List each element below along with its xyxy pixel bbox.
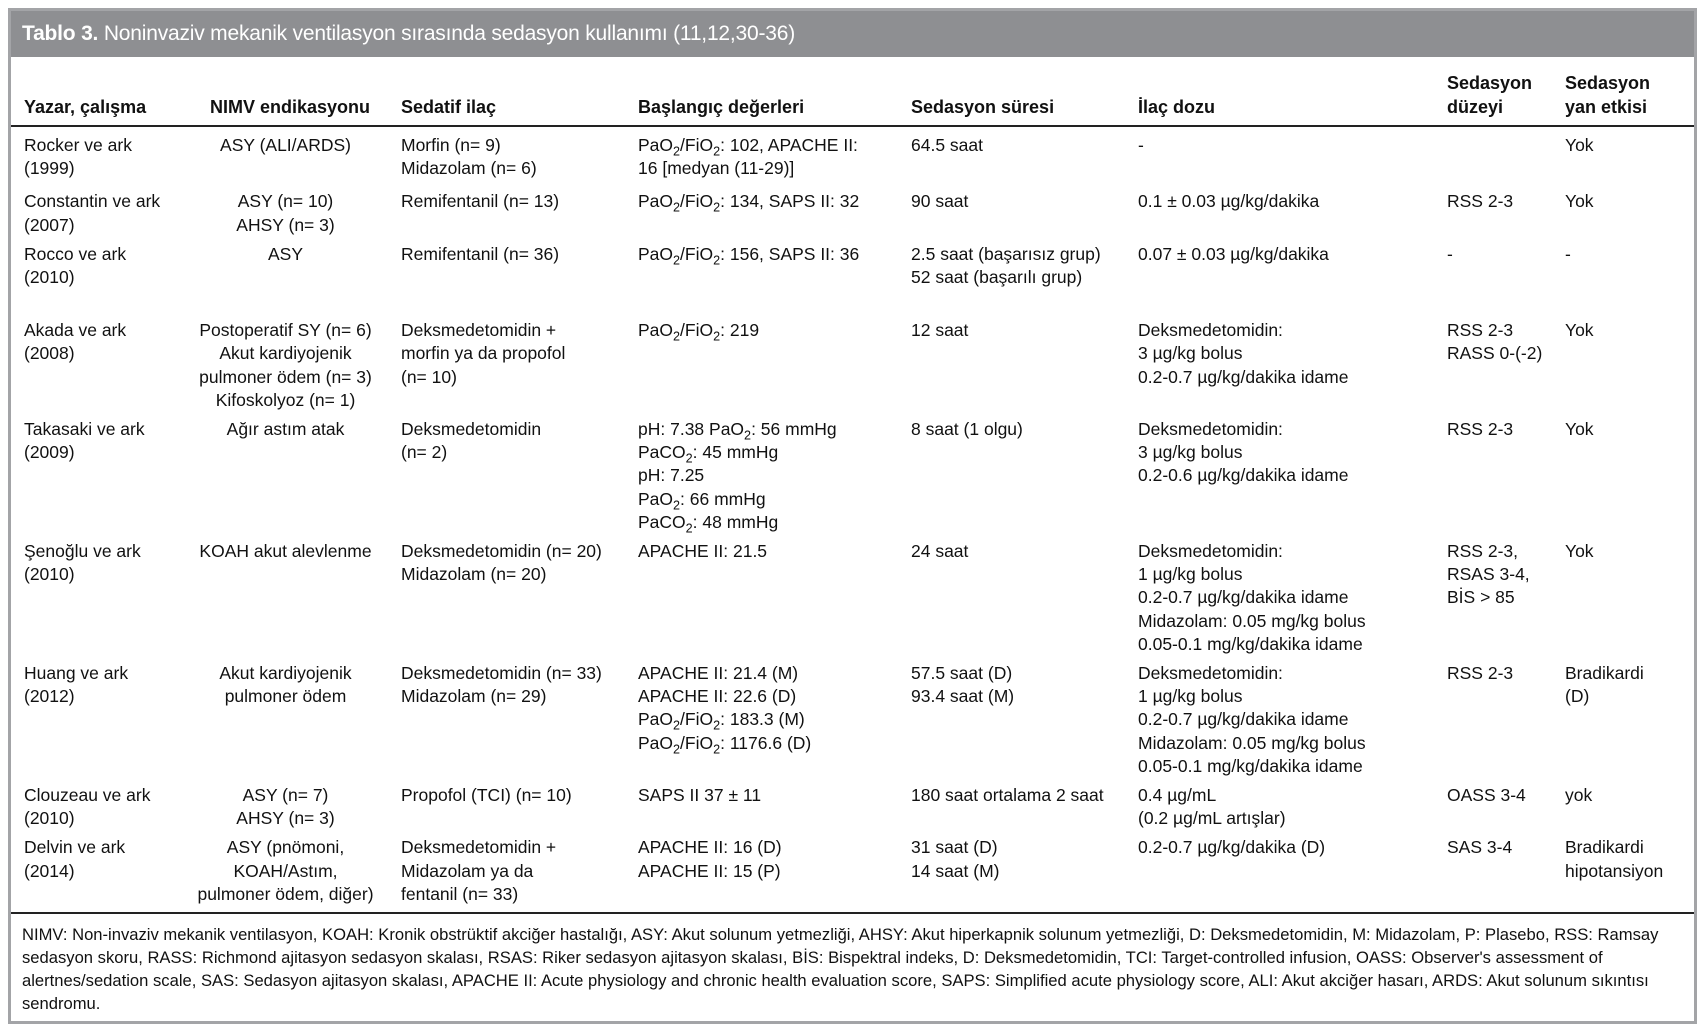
cell-level — [1434, 319, 1552, 412]
cell-line: Deksmedetomidin + — [401, 837, 557, 858]
cell-dose — [1125, 836, 1434, 913]
cell-study — [11, 836, 183, 913]
cell-duration — [898, 126, 1125, 184]
cell-line: AHSY (n= 3) — [236, 214, 335, 235]
cell-line: RASS 0-(-2) — [1447, 343, 1543, 364]
cell-drug — [388, 126, 625, 184]
table-row — [11, 784, 1694, 830]
cell-line: Midazolam (n= 20) — [401, 564, 547, 585]
cell-line: Deksmedetomidin: — [1138, 419, 1283, 440]
cell-line: Deksmedetomidin — [401, 419, 542, 440]
cell-line: Yok — [1565, 135, 1594, 155]
cell-line: Yok — [1565, 541, 1594, 562]
cell-line: Rocker ve ark — [24, 135, 132, 155]
cell-line: Propofol (TCI) (n= 10) — [401, 785, 572, 806]
cell-line: ASY (n= 10) — [237, 191, 334, 212]
cell-indication — [183, 540, 388, 656]
column-header-indication — [183, 57, 388, 126]
cell-line: ASY (ALI/ARDS) — [220, 135, 351, 155]
table-row — [11, 319, 1694, 412]
cell-line: PaO$_2$/FiO$_2$: 219 — [638, 320, 760, 344]
column-header-label: Sedasyon — [1447, 73, 1533, 93]
column-header-label: Başlangıç değerleri — [638, 97, 805, 117]
column-header-label: yan etkisi — [1565, 97, 1648, 117]
cell-study — [11, 662, 183, 778]
cell-line: Yok — [1565, 419, 1594, 440]
table-caption-label: Tablo 3. — [22, 22, 99, 45]
cell-line: 14 saat (M) — [911, 860, 1000, 881]
cell-line: 180 saat ortalama 2 saat — [911, 785, 1104, 806]
cell-line: morfin ya da propofol — [401, 343, 566, 364]
cell-line: Postoperatif SY (n= 6) — [199, 320, 372, 341]
cell-line: PaO$_2$/FiO$_2$: 1176.6 (D) — [638, 732, 812, 757]
cell-line: APACHE II: 15 (P) — [638, 860, 781, 881]
cell-line: Deksmedetomidin (n= 20) — [401, 541, 602, 562]
cell-duration — [898, 836, 1125, 913]
cell-line: ASY — [267, 243, 304, 264]
cell-baseline — [625, 190, 898, 236]
cell-study — [11, 190, 183, 236]
column-header-label: düzeyi — [1447, 97, 1504, 117]
cell-duration — [898, 662, 1125, 778]
cell-line: - — [1138, 135, 1144, 155]
cell-line: KOAH/Astım, — [233, 860, 338, 881]
cell-drug — [388, 319, 625, 412]
cell-line: APACHE II: 22.6 (D) — [638, 686, 797, 707]
cell-side_effect — [1552, 540, 1694, 656]
cell-level — [1434, 190, 1552, 236]
cell-line: pulmoner ödem, diğer) — [197, 883, 374, 904]
cell-line: 24 saat — [911, 541, 969, 562]
cell-line: (2009) — [24, 442, 75, 463]
column-header-duration — [898, 57, 1125, 126]
cell-line: (2010) — [24, 564, 75, 585]
cell-drug — [388, 784, 625, 830]
column-header-drug — [388, 57, 625, 126]
cell-line: KOAH akut alevlenme — [199, 541, 372, 562]
cell-level — [1434, 418, 1552, 534]
cell-line: 1 µg/kg bolus — [1138, 564, 1243, 585]
cell-line: (n= 2) — [401, 442, 448, 463]
cell-baseline — [625, 540, 898, 656]
cell-line: pulmoner ödem — [224, 686, 347, 707]
cell-line: Midazolam (n= 29) — [401, 686, 547, 707]
column-header-side_effect — [1552, 57, 1694, 126]
cell-line: (2010) — [24, 267, 75, 288]
cell-indication — [183, 319, 388, 412]
cell-line: PaO$_2$/FiO$_2$: 156, SAPS II: 36 — [638, 243, 860, 268]
cell-duration — [898, 784, 1125, 830]
cell-line: (n= 10) — [401, 366, 457, 387]
cell-line: 16 [medyan (11-29)] — [638, 158, 795, 179]
cell-line: 31 saat (D) — [911, 837, 998, 858]
cell-line: Yok — [1565, 191, 1594, 212]
cell-side_effect — [1552, 836, 1694, 913]
cell-line: Akut kardiyojenik — [219, 343, 352, 364]
cell-indication — [183, 126, 388, 184]
cell-line: 52 saat (başarılı grup) — [911, 267, 1083, 288]
cell-study — [11, 126, 183, 184]
cell-line: Bradikardi — [1565, 837, 1644, 858]
table-body — [11, 126, 1694, 913]
cell-line: 0.07 ± 0.03 µg/kg/dakika — [1138, 243, 1329, 264]
column-header-baseline — [625, 57, 898, 126]
cell-line: 3 µg/kg bolus — [1138, 343, 1243, 364]
cell-line: RSS 2-3 — [1447, 419, 1514, 440]
cell-line: AHSY (n= 3) — [236, 808, 335, 829]
cell-line: 0.05-0.1 mg/kg/dakika idame — [1138, 633, 1363, 654]
cell-baseline — [625, 662, 898, 778]
table-caption — [11, 11, 1694, 57]
cell-line: 8 saat (1 olgu) — [911, 419, 1023, 440]
cell-line: Deksmedetomidin (n= 33) — [401, 663, 602, 684]
cell-dose — [1125, 662, 1434, 778]
cell-line: Yok — [1565, 320, 1594, 341]
cell-level — [1434, 243, 1552, 313]
cell-side_effect — [1552, 418, 1694, 534]
cell-line: RSS 2-3, — [1447, 541, 1518, 562]
cell-side_effect — [1552, 126, 1694, 184]
cell-indication — [183, 662, 388, 778]
cell-dose — [1125, 319, 1434, 412]
table-row — [11, 540, 1694, 656]
cell-line: (2010) — [24, 808, 75, 829]
cell-baseline — [625, 784, 898, 830]
cell-dose — [1125, 540, 1434, 656]
cell-line: 64.5 saat — [911, 135, 983, 155]
cell-line: PaO$_2$: 66 mmHg — [638, 488, 766, 513]
cell-line: 0.2-0.7 µg/kg/dakika (D) — [1138, 837, 1326, 858]
cell-indication — [183, 836, 388, 913]
cell-dose — [1125, 126, 1434, 184]
header-row — [11, 57, 1694, 126]
cell-line: BİS > 85 — [1447, 587, 1515, 608]
cell-line: OASS 3-4 — [1447, 785, 1526, 806]
cell-line: PaO$_2$/FiO$_2$: 102, APACHE II: — [638, 135, 858, 159]
column-header-label: Sedasyon — [1565, 73, 1651, 93]
cell-line: Remifentanil (n= 36) — [401, 243, 560, 264]
cell-line: RSS 2-3 — [1447, 191, 1514, 212]
cell-line: Clouzeau ve ark — [24, 785, 151, 806]
cell-baseline — [625, 836, 898, 913]
cell-line: PaCO$_2$: 45 mmHg — [638, 442, 779, 466]
cell-line: PaO$_2$/FiO$_2$: 134, SAPS II: 32 — [638, 191, 860, 215]
cell-line: (2008) — [24, 343, 75, 364]
cell-line: 93.4 saat (M) — [911, 686, 1015, 707]
cell-line: 0.2-0.7 µg/kg/dakika idame — [1138, 587, 1349, 608]
table-footnote: NIMV: Non-invaziv mekanik ventilasyon, KOAH: Kronik obstrüktif akciğer hastalığı, ASY: Akut solunum yetmezliği, AHSY: Akut hiperkapnik solunum yetmezliği, D: Deksmedetomidin, M: Midazolam, P: Plasebo, RSS: Ramsay sedasyon skoru, RASS: Richmond ajitasyon sedasyon skalası, RSAS: Riker sedasyon ajitasyon skalası, BİS: Bispektral indeks, D: Deksmedetomidin, TCI: Target-controlled infusion, OASS: Observer's assessment of alertnes/sedation scale, SAS: Sedasyon ajitasyon skalası, APACHE II: Acute physiology and chronic health evaluation score, SAPS: Simplified acute physiology score, ALI: Akut akciğer hasarı, ARDS: Akut solunum sıkıntısı sendromu. — [22, 925, 1659, 1014]
column-header-level — [1434, 57, 1552, 126]
cell-line: 0.2-0.7 µg/kg/dakika idame — [1138, 709, 1349, 730]
cell-line: (2014) — [24, 860, 75, 881]
cell-drug — [388, 540, 625, 656]
cell-line: PaCO$_2$: 48 mmHg — [638, 511, 779, 536]
cell-duration — [898, 418, 1125, 534]
cell-line: (0.2 µg/mL artışlar) — [1138, 808, 1286, 829]
cell-indication — [183, 243, 388, 313]
cell-line: - — [1447, 243, 1453, 264]
cell-line: SAPS II 37 ± 11 — [638, 785, 762, 806]
column-header-label: Sedasyon süresi — [911, 97, 1055, 117]
cell-side_effect — [1552, 784, 1694, 830]
column-header-label: NIMV endikasyonu — [209, 97, 371, 117]
cell-indication — [183, 418, 388, 534]
cell-dose — [1125, 190, 1434, 236]
cell-line: Constantin ve ark — [24, 191, 161, 212]
cell-level — [1434, 662, 1552, 778]
table-row — [11, 662, 1694, 778]
cell-line: Şenoğlu ve ark — [24, 541, 141, 562]
cell-line: Kifoskolyoz (n= 1) — [215, 389, 356, 410]
cell-study — [11, 540, 183, 656]
cell-line: 0.1 ± 0.03 µg/kg/dakika — [1138, 191, 1320, 212]
cell-study — [11, 243, 183, 313]
cell-line: 0.2-0.7 µg/kg/dakika idame — [1138, 366, 1349, 387]
cell-line: 3 µg/kg bolus — [1138, 442, 1243, 463]
cell-line: Midazolam (n= 6) — [401, 158, 537, 179]
cell-line: ASY (pnömoni, — [226, 837, 345, 858]
table-frame — [8, 8, 1697, 1024]
cell-line: pulmoner ödem (n= 3) — [199, 366, 372, 387]
cell-line: (1999) — [24, 158, 75, 179]
cell-drug — [388, 662, 625, 778]
cell-line: Akut kardiyojenik — [219, 663, 352, 684]
cell-line: APACHE II: 16 (D) — [638, 837, 782, 858]
cell-duration — [898, 243, 1125, 313]
cell-line: Takasaki ve ark — [24, 419, 145, 440]
cell-line: ASY (n= 7) — [242, 785, 329, 806]
cell-side_effect — [1552, 319, 1694, 412]
cell-line: 1 µg/kg bolus — [1138, 686, 1243, 707]
cell-line: 2.5 saat (başarısız grup) — [911, 243, 1101, 264]
cell-line: - — [1565, 243, 1571, 264]
cell-line: RSS 2-3 — [1447, 663, 1514, 684]
cell-line: Delvin ve ark — [24, 837, 126, 858]
cell-line: Deksmedetomidin: — [1138, 541, 1283, 562]
cell-line: (2012) — [24, 686, 75, 707]
cell-line: Ağır astım atak — [226, 419, 345, 440]
cell-indication — [183, 190, 388, 236]
cell-duration — [898, 190, 1125, 236]
cell-indication — [183, 784, 388, 830]
cell-line: Rocco ve ark — [24, 243, 127, 264]
cell-level — [1434, 836, 1552, 913]
cell-duration — [898, 319, 1125, 412]
table-caption-text: Noninvaziv mekanik ventilasyon sırasında sedasyon kullanımı (11,12,30-36) — [103, 22, 796, 45]
cell-line: Midazolam: 0.05 mg/kg bolus — [1138, 610, 1366, 631]
cell-level — [1434, 126, 1552, 184]
table-row — [11, 836, 1694, 913]
cell-line: (2007) — [24, 214, 75, 235]
cell-baseline — [625, 243, 898, 313]
column-header-label: Sedatif ilaç — [401, 97, 497, 117]
cell-baseline — [625, 319, 898, 412]
table-header — [11, 57, 1694, 126]
cell-baseline — [625, 126, 898, 184]
cell-line: Deksmedetomidin: — [1138, 320, 1283, 341]
cell-drug — [388, 243, 625, 313]
cell-line: pH: 7.38 PaO$_2$: 56 mmHg — [638, 419, 837, 443]
column-header-label: Yazar, çalışma — [24, 97, 147, 117]
cell-line: RSAS 3-4, — [1447, 564, 1530, 585]
cell-line: Midazolam ya da — [401, 860, 534, 881]
cell-drug — [388, 418, 625, 534]
cell-line: Bradikardi — [1565, 663, 1644, 684]
cell-drug — [388, 836, 625, 913]
cell-line: hipotansiyon — [1565, 860, 1664, 881]
cell-study — [11, 784, 183, 830]
cell-side_effect — [1552, 243, 1694, 313]
cell-level — [1434, 784, 1552, 830]
cell-study — [11, 418, 183, 534]
cell-baseline — [625, 418, 898, 534]
cell-line: 0.05-0.1 mg/kg/dakika idame — [1138, 755, 1363, 776]
cell-line: 57.5 saat (D) — [911, 663, 1013, 684]
table-row — [11, 126, 1694, 184]
cell-side_effect — [1552, 190, 1694, 236]
cell-line: APACHE II: 21.5 — [638, 541, 768, 562]
cell-line: 0.4 µg/mL — [1138, 785, 1217, 806]
cell-side_effect — [1552, 662, 1694, 778]
cell-dose — [1125, 418, 1434, 534]
cell-line: pH: 7.25 — [638, 465, 705, 486]
column-header-study — [11, 57, 183, 126]
table-row — [11, 418, 1694, 534]
cell-line: Deksmedetomidin: — [1138, 663, 1283, 684]
cell-duration — [898, 540, 1125, 656]
column-header-dose — [1125, 57, 1434, 126]
cell-line: (D) — [1565, 686, 1590, 707]
cell-dose — [1125, 784, 1434, 830]
cell-line: Midazolam: 0.05 mg/kg bolus — [1138, 732, 1366, 753]
cell-line: Morfin (n= 9) — [401, 135, 501, 155]
cell-line: Huang ve ark — [24, 663, 129, 684]
cell-line: SAS 3-4 — [1447, 837, 1513, 858]
cell-line: fentanil (n= 33) — [401, 883, 519, 904]
cell-line: 90 saat — [911, 191, 969, 212]
cell-line: RSS 2-3 — [1447, 320, 1514, 341]
cell-dose — [1125, 243, 1434, 313]
cell-line: Akada ve ark — [24, 320, 127, 341]
cell-line: 0.2-0.6 µg/kg/dakika idame — [1138, 465, 1349, 486]
column-header-label: İlaç dozu — [1138, 97, 1216, 117]
cell-level — [1434, 540, 1552, 656]
cell-line: 12 saat — [911, 320, 969, 341]
cell-line: yok — [1565, 785, 1593, 806]
cell-line: PaO$_2$/FiO$_2$: 183.3 (M) — [638, 709, 805, 733]
sedation-table — [11, 57, 1694, 914]
cell-study — [11, 319, 183, 412]
cell-drug — [388, 190, 625, 236]
cell-line: Remifentanil (n= 13) — [401, 191, 560, 212]
table-row — [11, 190, 1694, 236]
cell-line: APACHE II: 21.4 (M) — [638, 663, 799, 684]
cell-line: Deksmedetomidin + — [401, 320, 557, 341]
table-row — [11, 243, 1694, 313]
